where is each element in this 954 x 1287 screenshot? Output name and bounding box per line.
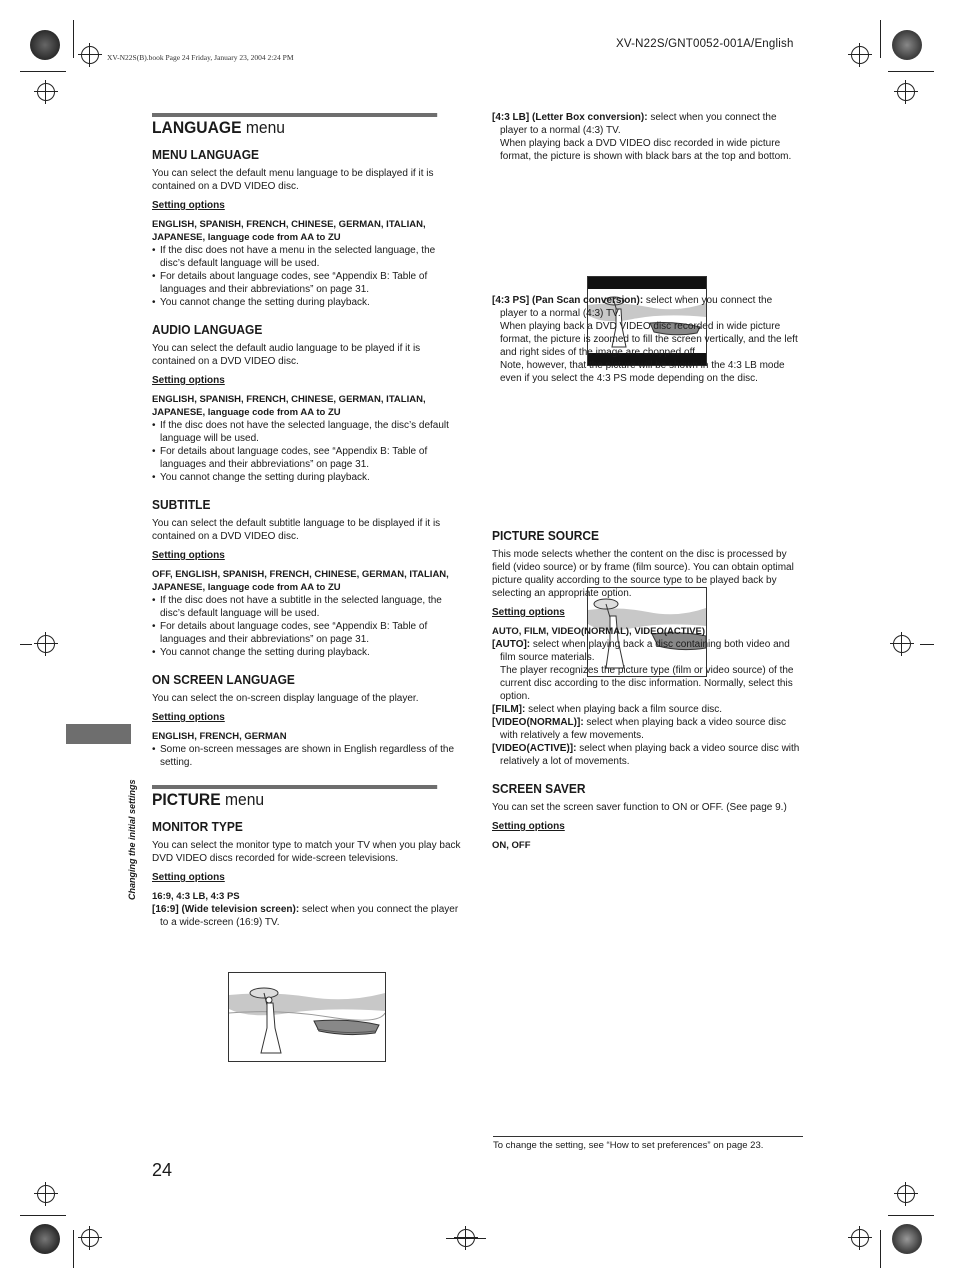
- option-ps-label: [4:3 PS] (Pan Scan conversion):: [492, 295, 644, 306]
- setting-options-label: Setting options: [152, 872, 225, 883]
- subtitle-heading: SUBTITLE: [152, 497, 211, 512]
- screen-saver-heading: SCREEN SAVER: [492, 781, 586, 796]
- crosshair-icon: [78, 1226, 102, 1250]
- menu-language-body: You can select the default menu language to be displayed if it is contained on a DVD VIDEO disc.: [152, 168, 434, 192]
- list-item: • You cannot change the setting during playback.: [152, 296, 462, 309]
- page-number: 24: [152, 1160, 173, 1180]
- left-column: [152, 113, 462, 929]
- list-item: • You cannot change the setting during playback.: [152, 646, 462, 659]
- right-column-ps: [492, 294, 802, 385]
- monitor-type-body: You can select the monitor type to match your TV when you play back DVD VIDEO discs recorded for wide-screen televisions.: [152, 840, 461, 864]
- crop-mark: [73, 1230, 74, 1268]
- on-screen-language-heading: ON SCREEN LANGUAGE: [152, 672, 295, 687]
- list-item: • For details about language codes, see “Appendix B: Table of languages and their abbreviations” on page 31.: [152, 270, 462, 296]
- crosshair-icon: [34, 1182, 58, 1206]
- audio-language-body: You can select the default audio language to be played if it is contained on a DVD VIDEO disc.: [152, 343, 421, 367]
- option-film-description: [492, 703, 802, 716]
- crosshair-icon: [848, 43, 872, 67]
- monitor-type-options: 16:9, 4:3 LB, 4:3 PS: [152, 891, 240, 902]
- crosshair-icon: [34, 632, 58, 656]
- menu-language-notes: [152, 244, 462, 309]
- option-video-normal-label: [VIDEO(NORMAL)]:: [492, 717, 584, 728]
- screen-saver-options: ON, OFF: [492, 840, 531, 851]
- crosshair-icon: [894, 1182, 918, 1206]
- on-screen-language-notes: [152, 743, 462, 769]
- option-video-active-description: [492, 742, 802, 768]
- crop-mark: [888, 1215, 934, 1216]
- crop-mark: [880, 20, 881, 58]
- on-screen-language-body: You can select the on-screen display language of the player.: [152, 693, 419, 704]
- crop-mark: [888, 71, 934, 72]
- language-title-suffix: menu: [241, 118, 285, 137]
- chapter-tab-marker: [66, 724, 131, 744]
- option-lb-description: [492, 111, 802, 137]
- picture-source-options: AUTO, FILM, VIDEO(NORMAL), VIDEO(ACTIVE): [492, 626, 706, 637]
- picture-source-body: This mode selects whether the content on the disc is processed by field (video source) or by frame (film source). You can obtain optimal picture quality according to the source type to be played back by selecting an appropriate option.: [492, 549, 794, 599]
- crosshair-icon: [894, 80, 918, 104]
- setting-options-label: Setting options: [152, 550, 225, 561]
- crosshair-icon: [890, 632, 914, 656]
- option-lb-text: select when you connect the player to a normal (4:3) TV.: [500, 112, 777, 136]
- picture-menu-title: [152, 785, 437, 809]
- registration-mark-icon: [28, 28, 64, 64]
- crop-mark: [20, 644, 32, 645]
- option-169-description: [152, 903, 462, 929]
- crop-mark: [920, 644, 934, 645]
- crosshair-icon: [78, 43, 102, 67]
- subtitle-body: You can select the default subtitle language to be displayed if it is contained on a DVD VIDEO disc.: [152, 518, 441, 542]
- option-lb-detail: When playing back a DVD VIDEO disc recorded in wide picture format, the picture is shown with black bars at the top and bottom.: [500, 138, 792, 162]
- registration-mark-icon: [890, 28, 926, 64]
- language-menu-title: [152, 113, 437, 137]
- option-auto-detail: The player recognizes the picture type (film or video source) of the current disc according to the disc information. Normally, select this option.: [500, 665, 794, 702]
- crosshair-icon: [848, 1226, 872, 1250]
- crop-mark: [880, 1230, 881, 1268]
- audio-language-options: ENGLISH, SPANISH, FRENCH, CHINESE, GERMAN, ITALIAN, JAPANESE, language code from AA to ZU: [152, 394, 426, 418]
- list-item: • If the disc does not have a menu in the selected language, the disc’s default language will be used.: [152, 244, 462, 270]
- registration-mark-icon: [890, 1222, 926, 1258]
- audio-language-notes: [152, 419, 462, 484]
- option-auto-description: [492, 638, 802, 664]
- list-item: • For details about language codes, see “Appendix B: Table of languages and their abbreviations” on page 31.: [152, 445, 462, 471]
- crosshair-icon: [34, 80, 58, 104]
- option-auto-label: [AUTO]:: [492, 639, 531, 650]
- wide-screen-illustration: [228, 972, 386, 1062]
- audio-language-heading: AUDIO LANGUAGE: [152, 322, 263, 337]
- menu-language-options: ENGLISH, SPANISH, FRENCH, CHINESE, GERMAN, ITALIAN, JAPANESE, language code from AA to ZU: [152, 219, 426, 243]
- setting-options-label: Setting options: [492, 821, 565, 832]
- on-screen-language-options: ENGLISH, FRENCH, GERMAN: [152, 731, 287, 742]
- option-film-label: [FILM]:: [492, 704, 526, 715]
- setting-options-label: Setting options: [152, 200, 225, 211]
- book-info-line: XV-N22S(B).book Page 24 Friday, January 23, 2004 2:24 PM: [107, 53, 294, 62]
- screen-saver-body: You can set the screen saver function to ON or OFF. (See page 9.): [492, 802, 787, 813]
- setting-options-label: Setting options: [152, 712, 225, 723]
- setting-options-label: Setting options: [152, 375, 225, 386]
- crop-mark: [20, 1215, 66, 1216]
- list-item: • If the disc does not have the selected language, the disc’s default language will be used.: [152, 419, 462, 445]
- right-column-lower: [492, 515, 802, 852]
- menu-language-heading: MENU LANGUAGE: [152, 147, 259, 162]
- option-film-text: select when playing back a film source disc.: [525, 704, 723, 715]
- option-169-label: [16:9] (Wide television screen):: [152, 904, 300, 915]
- crop-mark: [73, 20, 74, 58]
- picture-title-suffix: menu: [220, 790, 265, 809]
- option-ps-description: [492, 294, 802, 320]
- monitor-type-heading: MONITOR TYPE: [152, 819, 243, 834]
- option-auto-text: select when playing back a disc containing both video and film source materials.: [500, 639, 790, 663]
- side-chapter-label: Changing the initial settings: [127, 779, 137, 900]
- option-video-active-label: [VIDEO(ACTIVE)]:: [492, 743, 577, 754]
- subtitle-notes: [152, 594, 462, 659]
- picture-title-main: PICTURE: [152, 790, 221, 809]
- option-video-normal-text: select when playing back a video source disc with relatively a few movements.: [500, 717, 786, 741]
- right-column: [492, 111, 802, 163]
- option-ps-text: select when you connect the player to a normal (4:3) TV.: [500, 295, 773, 319]
- registration-mark-icon: [28, 1222, 64, 1258]
- option-lb-label: [4:3 LB] (Letter Box conversion):: [492, 112, 648, 123]
- document-id: XV-N22S/GNT0052-001A/English: [616, 38, 794, 50]
- crop-mark: [20, 71, 66, 72]
- list-item: • For details about language codes, see “Appendix B: Table of languages and their abbreviations” on page 31.: [152, 620, 462, 646]
- footer-note: To change the setting, see “How to set preferences” on page 23.: [493, 1136, 803, 1151]
- crop-mark: [446, 1238, 486, 1239]
- subtitle-options: OFF, ENGLISH, SPANISH, FRENCH, CHINESE, GERMAN, ITALIAN, JAPANESE, language code from AA to ZU: [152, 569, 449, 593]
- option-video-active-text: select when playing back a video source disc with relatively a lot of movements.: [500, 743, 800, 767]
- language-title-main: LANGUAGE: [152, 118, 242, 137]
- option-video-normal-description: [492, 716, 802, 742]
- option-169-text: select when you connect the player to a wide-screen (16:9) TV.: [160, 904, 459, 928]
- list-item: • You cannot change the setting during playback.: [152, 471, 462, 484]
- option-ps-detail: When playing back a DVD VIDEO disc recorded in wide picture format, the picture is zoomed to fill the screen vertically, and the left and right sides of the image are chopped off.: [500, 321, 798, 358]
- list-item: • Some on-screen messages are shown in English regardless of the setting.: [152, 743, 462, 769]
- setting-options-label: Setting options: [492, 607, 565, 618]
- list-item: • If the disc does not have a subtitle in the selected language, the disc’s default language will be used.: [152, 594, 462, 620]
- picture-source-heading: PICTURE SOURCE: [492, 528, 599, 543]
- option-ps-note: Note, however, that the picture will be shown in the 4:3 LB mode even if you select the 4:3 PS mode depending on the disc.: [500, 360, 785, 384]
- beach-scene-icon: [229, 973, 385, 1061]
